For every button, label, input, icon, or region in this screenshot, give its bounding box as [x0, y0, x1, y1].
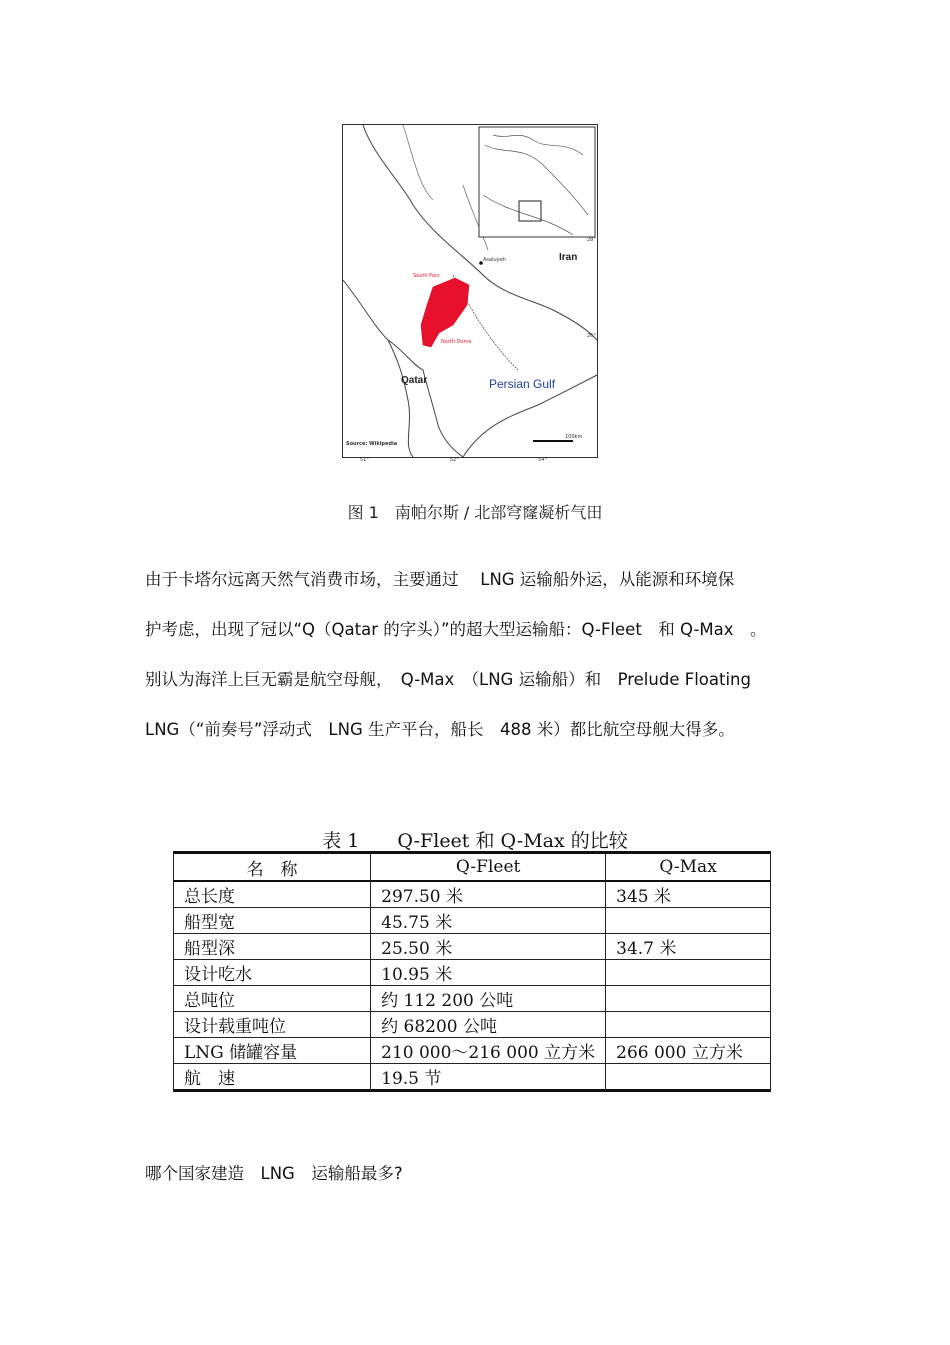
label-iran: Iran — [559, 252, 578, 263]
header-qfleet: Q-Fleet — [371, 853, 606, 882]
table-header-row — [174, 853, 771, 882]
lat-tick-1: 28° — [587, 237, 596, 243]
cell: 19.5 节 — [371, 1064, 606, 1091]
cell: 34.7 米 — [606, 934, 771, 960]
paragraph-line: LNG（“前奏号”浮动式 LNG 生产平台，船长 488 米）都比航空母舰大得多。 — [145, 720, 735, 739]
cell: 船型深 — [174, 934, 371, 960]
label-asaluyeh: Asaluyeh — [483, 257, 506, 263]
table-row — [174, 1064, 771, 1091]
cell: 25.50 米 — [371, 934, 606, 960]
cell: LNG 储罐容量 — [174, 1038, 371, 1064]
lon-tick-2: 52° — [450, 457, 459, 463]
cell — [606, 986, 771, 1012]
cell: 10.95 米 — [371, 960, 606, 986]
comparison-table — [173, 851, 771, 1092]
lon-tick-1: 51° — [360, 457, 369, 463]
scale-label: 100km — [565, 434, 583, 440]
cell: 船型宽 — [174, 908, 371, 934]
table-row — [174, 1038, 771, 1064]
map-drawing — [343, 125, 597, 457]
paragraph-line: 护考虑，出现了冠以“Q（Qatar 的字头）”的超大型运输船：Q-Fleet 和 Q-Max 。 — [145, 620, 767, 639]
cell: 总吨位 — [174, 986, 371, 1012]
cell: 297.50 米 — [371, 881, 606, 908]
lon-tick-3: 54° — [538, 457, 547, 463]
cell: 345 米 — [606, 881, 771, 908]
cell — [606, 908, 771, 934]
header-qmax: Q-Max — [606, 853, 771, 882]
label-persian-gulf: Persian Gulf — [489, 377, 556, 391]
cell: 约 68200 公吨 — [371, 1012, 606, 1038]
cell: 266 000 立方米 — [606, 1038, 771, 1064]
map-figure — [342, 124, 598, 458]
header-name: 名 称 — [174, 853, 371, 882]
cell: 45.75 米 — [371, 908, 606, 934]
cell: 总长度 — [174, 881, 371, 908]
table-row — [174, 986, 771, 1012]
paragraph-line: 别认为海洋上巨无霸是航空母舰， Q-Max （LNG 运输船）和 Prelude Floating — [145, 670, 751, 689]
paragraph-line: 由于卡塔尔远离天然气消费市场，主要通过 LNG 运输船外运，从能源和环境保 — [145, 570, 735, 589]
label-north-dome: North Dome — [441, 339, 472, 345]
body-paragraph — [145, 555, 825, 755]
table-row — [174, 881, 771, 908]
gas-field-shape — [421, 278, 472, 347]
cell: 约 112 200 公吨 — [371, 986, 606, 1012]
cell — [606, 1012, 771, 1038]
table-title: 表 1 Q-Fleet 和 Q-Max 的比较 — [322, 830, 628, 852]
table-row — [174, 960, 771, 986]
cell — [606, 960, 771, 986]
label-qatar: Qatar — [401, 375, 428, 386]
table-row — [174, 1012, 771, 1038]
figure-caption: 图 1 南帕尔斯 / 北部穹窿凝析气田 — [347, 503, 603, 522]
cell: 设计载重吨位 — [174, 1012, 371, 1038]
table-row — [174, 934, 771, 960]
lat-tick-2: 26° — [587, 333, 596, 339]
table-row — [174, 908, 771, 934]
cell — [606, 1064, 771, 1091]
cell: 设计吃水 — [174, 960, 371, 986]
cell: 航 速 — [174, 1064, 371, 1091]
qatar-coastline — [343, 280, 413, 457]
cell: 210 000～216 000 立方米 — [371, 1038, 606, 1064]
label-source: Source: Wikipedia — [346, 441, 398, 447]
label-south-pars: South Pars — [413, 273, 440, 279]
question-text: 哪个国家建造 LNG 运输船最多? — [145, 1164, 403, 1183]
